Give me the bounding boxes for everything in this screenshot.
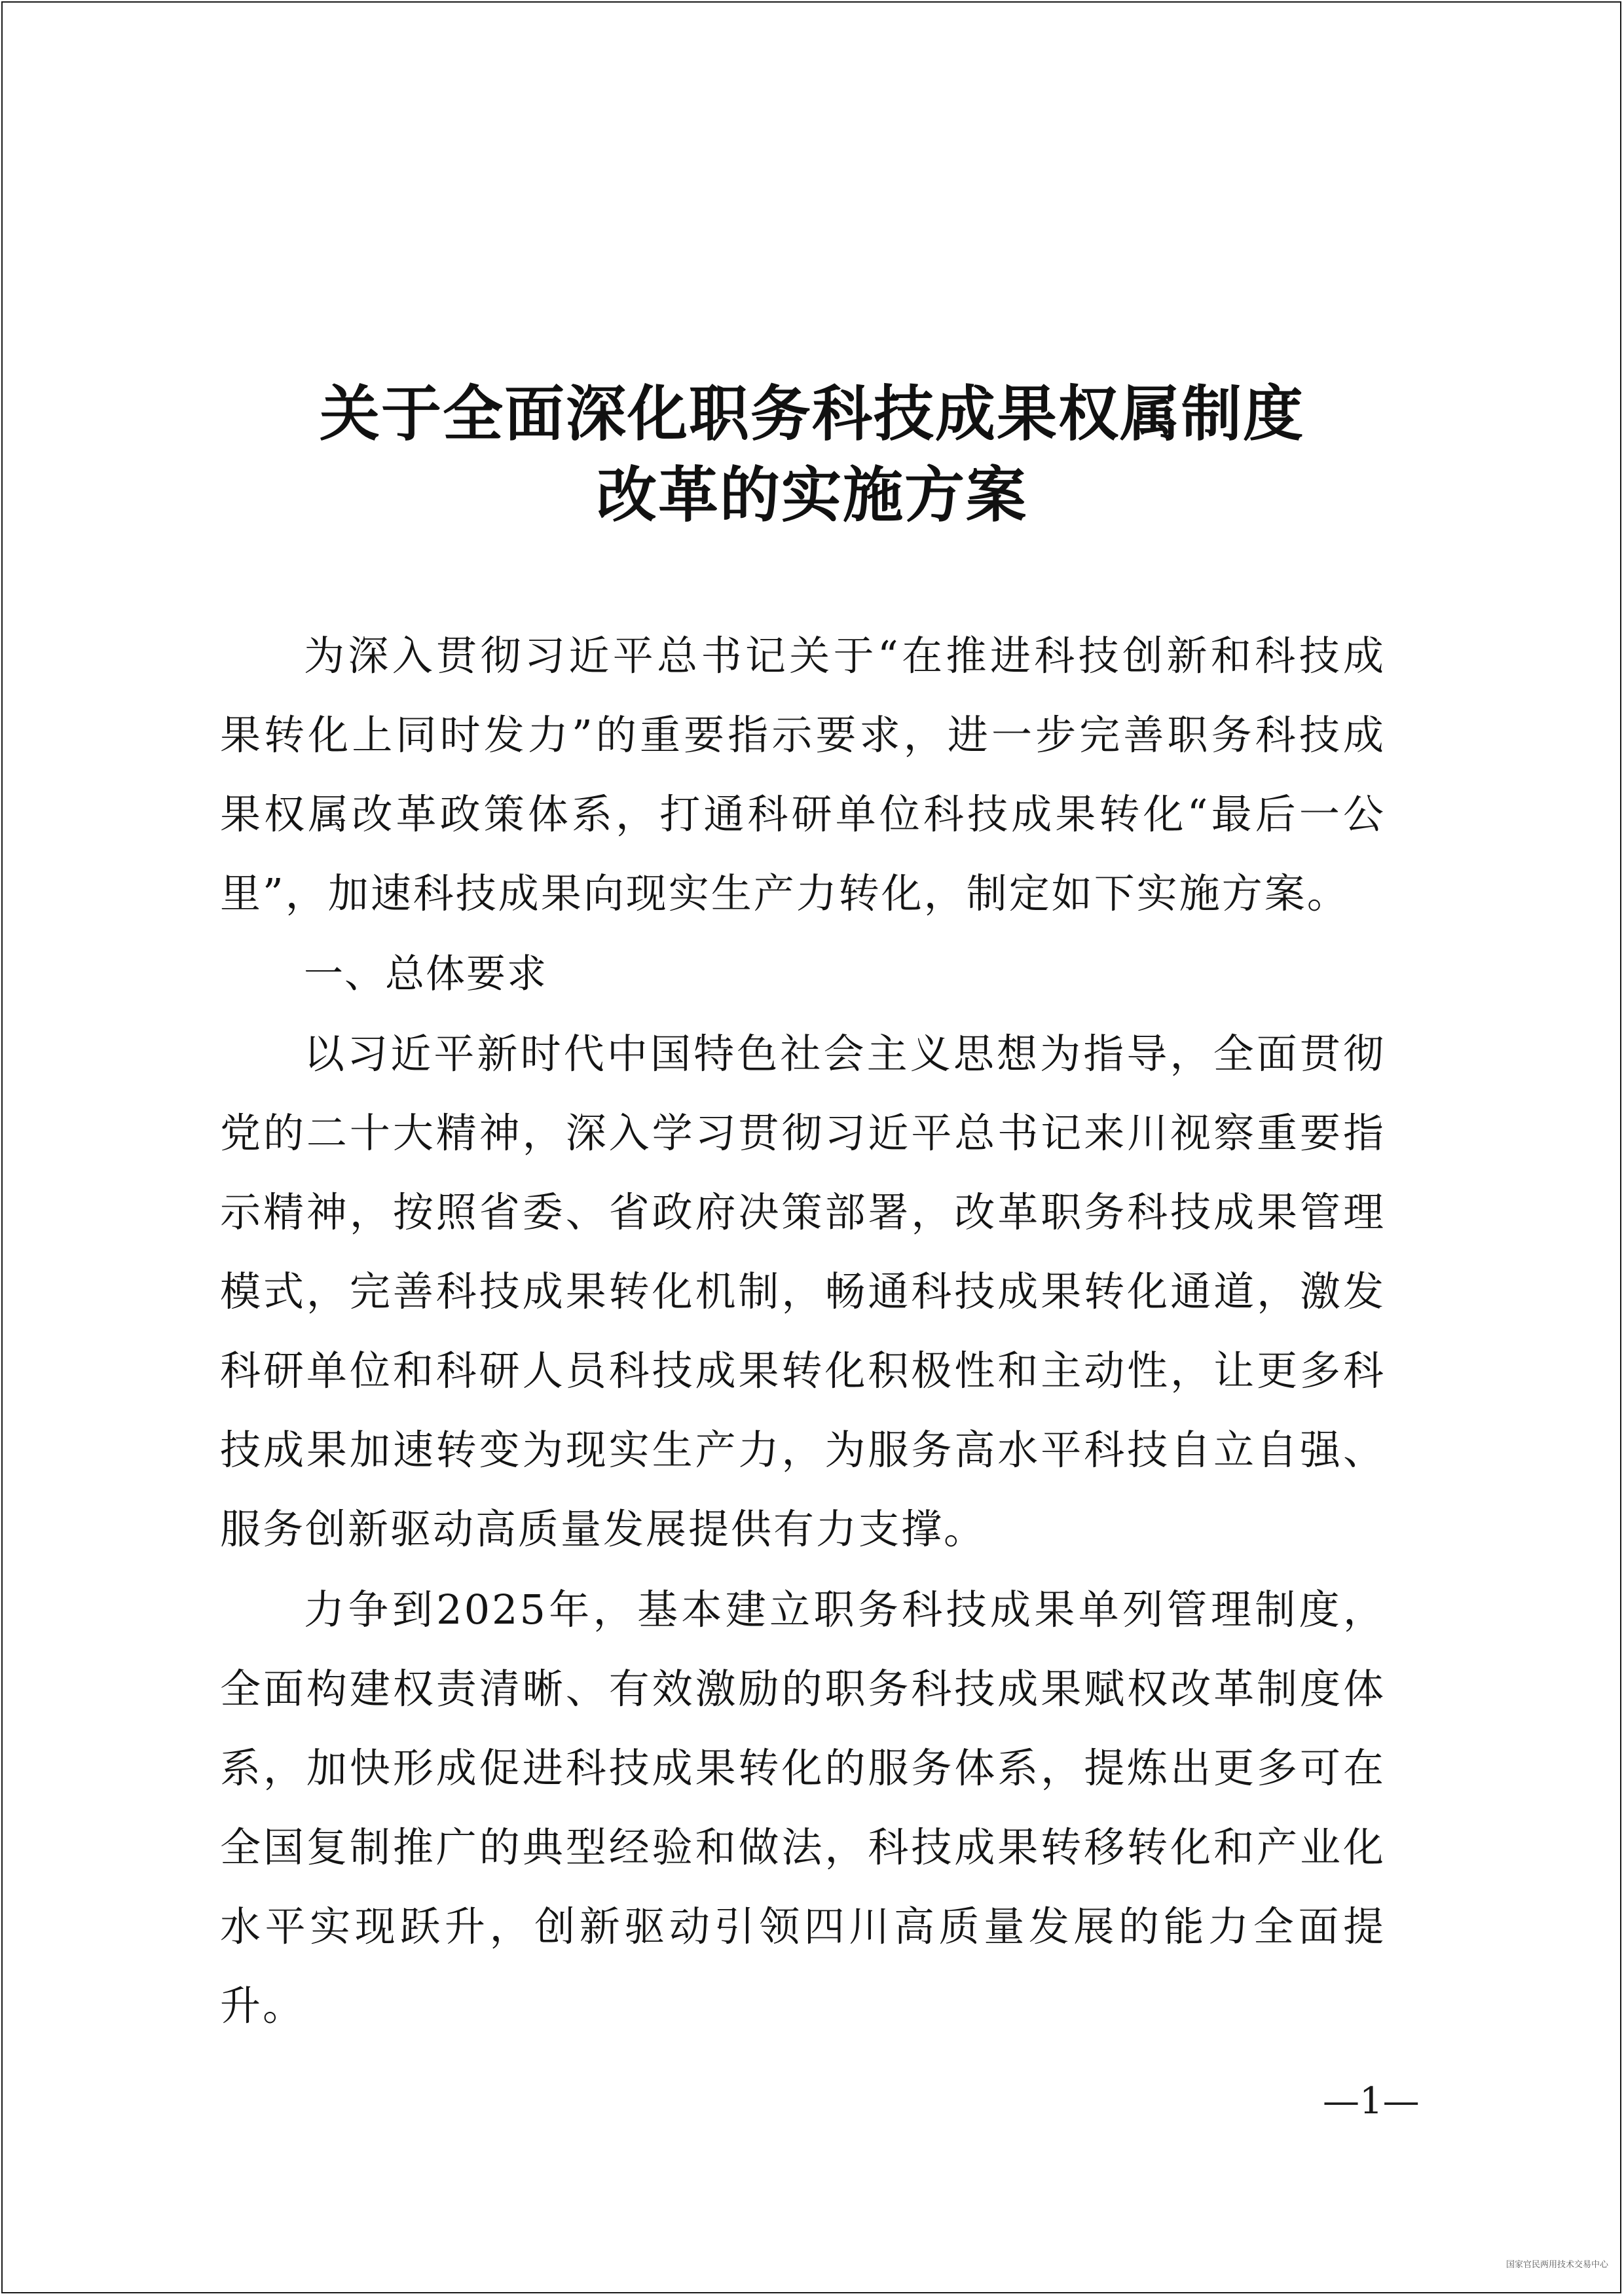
guiding-principles-paragraph: 以习近平新时代中国特色社会主义思想为指导，全面贯彻党的二十大精神，深入学习贯彻习近平总书记来川视察重要指示精神，按照省委、省政府决策部署，改革职务科技成果管理模式，完善科技成果转化机制，畅通科技成果转化通道，激发科研单位和科研人员科技成果转化积极性和主动性，让更多科技成果加速转变为现实生产力，为服务高水平科技自立自强、服务创新驱动高质量发展提供有力支撑。	[220, 1030, 1386, 1553]
document-title-line-2: 改革的实施方案	[596, 460, 1027, 530]
intro-paragraph: 为深入贯彻习近平总书记关于“在推进科技创新和科技成果转化上同时发力”的重要指示要求，进一步完善职务科技成果权属改革政策体系，打通科研单位科技成果转化“最后一公里”，加速科技成果向现实生产力转化，制定如下实施方案。	[220, 632, 1386, 917]
page-number: —1—	[1323, 2080, 1420, 2123]
document-title-line-1: 关于全面深化职务科技成果权属制度	[319, 379, 1304, 449]
source-watermark: 国家官民两用技术交易中心	[1506, 2260, 1609, 2270]
goals-paragraph: 力争到2025年，基本建立职务科技成果单列管理制度，全面构建权责清晰、有效激励的职务科技成果赋权改革制度体系，加快形成促进科技成果转化的服务体系，提炼出更多可在全国复制推广的典型经验和做法，科技成果转移转化和产业化水平实现跃升，创新驱动引领四川高质量发展的能力全面提升。	[220, 1586, 1386, 2030]
section-heading-general-requirements: 一、总体要求	[304, 951, 547, 997]
